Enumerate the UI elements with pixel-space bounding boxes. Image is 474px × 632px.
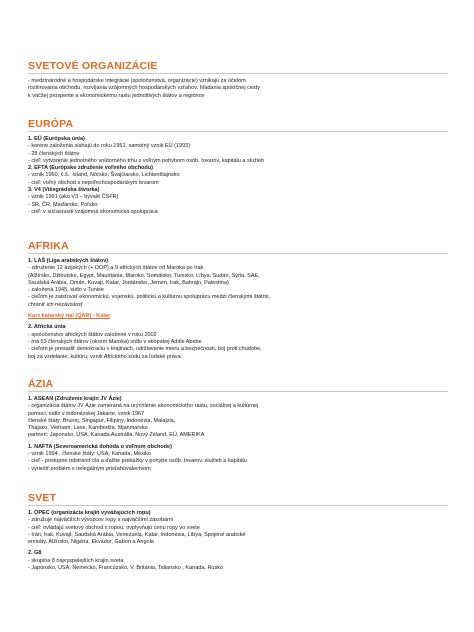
subheading: 1. EÚ (Európska únia) <box>28 136 85 142</box>
subheading: 2. Africká únia <box>28 324 66 331</box>
text-line: - cieľ - postupne odstrániť clá a ďalšie prekážky v pohybe osôb, tovarov, služieb a kapitálu <box>28 458 247 465</box>
section-title: ÁZIA <box>28 378 54 390</box>
text-line: - Irán, Irak, Kuvajt, Saudská Arábia, Venezuela, Katar, Indonézia, Líbya, Spojené arabské <box>28 531 246 538</box>
text-line: - vznik 1960, č.š.: Island, Nórsko, Švajčiarsko, Lichtenštajnsko <box>28 172 180 179</box>
divider <box>28 73 448 74</box>
text-line: - združuje najväčších vývozcov ropy s najväčšími zásobami <box>28 517 173 524</box>
text-line: boj za vzdelanie, kultúru, vznik Afrického súdu za ľudské práva <box>28 353 181 360</box>
section-title: SVET <box>28 492 57 504</box>
subheading: 3. V4 (Višegrádska štvorka) <box>28 187 100 194</box>
text-line: chrániť ich nezávislosť <box>28 301 83 308</box>
text-line: členské štáty: Brunej, Singapur, Filipíny, Indonézia, Malajzia, <box>28 417 176 424</box>
text-line: - skupina 8 najvyspelejších krajín sveta <box>28 557 124 564</box>
text-line: - má 53 členských štátov (okrem Maroka) sídlo v etiópskej Addis Abebe <box>28 338 202 345</box>
text-line: - 28 členských štátov <box>28 150 80 157</box>
text-line: - organizácia štátov JV Ázie zameraná na urýchlenie ekonomického rastu, sociálnej a kultúrnej <box>28 403 259 410</box>
subheading: 2. EFTA (Európske združenie voľného obchodu) <box>28 165 153 172</box>
text-line: - vznik 1991 (ako V3 – bývalé ČSFR) <box>28 194 119 201</box>
text-line: - cieľ: vytvorenie jednotného vnútorného trhu s voľným pohybom osôb, tovarov, kapitálu a služieb <box>28 157 265 164</box>
text-line: - založená 1945, sídlo v Tunise <box>28 287 104 294</box>
text-line: - SR, ČR, Maďarsko, Poľsko <box>28 201 98 208</box>
text-line: - cieľ: v súčasnosti vzájomná ekonomická spolupráca <box>28 208 158 215</box>
section-title: EURÓPA <box>28 118 74 130</box>
text-line: - Japonsko, USA, Nemecko, Francúzsko, V. Británia, Taliansko , Kanada, Rusko <box>28 565 224 572</box>
text-line: - medzinárodné a hospodárske integrácie (spoločenstvá, organizácie) vznikajú za účelom <box>28 78 246 84</box>
section-svet <box>28 492 448 572</box>
subheading: 1. ASEAN (Združenie krajín JV Ázie) <box>28 396 122 402</box>
text-line: rozširovania obchodu, rozvíjania vzájomných hospodárskych vzťahov, hľadania spoločnej cesty <box>28 85 260 92</box>
currency-link[interactable]: Kurz katarský rial (QAR) - Katar <box>28 313 111 320</box>
text-line: - cieľ: ovládajú svetový obchod s ropou, ovplyvňujú cenu ropy vo svete <box>28 524 200 531</box>
text-line: - vyriešiť problém s nelegálnym prisťahovalectvom <box>28 465 151 472</box>
text-line: Saudská Arábia, Omán, Kuvajt, Katar, Jordánsko, Jemen, Irak, Bahrajn, Palestína) <box>28 279 229 286</box>
divider <box>28 391 448 392</box>
text-line: - cieľom je presadiť demokraciu v krajinách, udržiavanie mieru a bezpečnosti, boj proti chudobe, <box>28 346 262 353</box>
section-title: SVETOVÉ ORGANIZÁCIE <box>28 60 158 72</box>
text-line: partneri: Japonsko, USA, Kanada Austrália, Nový Zéland, EÚ, AMERIKA <box>28 432 205 439</box>
section-afrika <box>28 240 448 361</box>
subheading: 1. NAFTA (Severoamerická dohoda o voľnom obchode) <box>28 443 172 450</box>
subheading: 1. LAŠ (Liga arabských štátov) <box>28 258 109 264</box>
subheading: 2. G8 <box>28 550 42 557</box>
text-line: - cieľom je zaisťovať ekonomickú, vojenskú, politickú a kultúrnu spoluprácu medzi členskými štátmi, <box>28 294 271 301</box>
text-line: - korene založenia siahajú do roku 1951, samotný vznik EÚ (1993) <box>28 143 191 150</box>
text-line: emiráty, Alžírsko, Nigéria, Ekvádor, Gabon a Angola <box>28 539 154 546</box>
section-svetove <box>28 60 448 100</box>
text-line: - vznik 1994 , členské štáty: USA, Kanada, Mexiko <box>28 451 151 458</box>
text-line: pomoci, sídlo v indonézskej Jakarte, vznik 1967 <box>28 410 145 417</box>
divider <box>28 131 448 132</box>
section-europa <box>28 118 448 216</box>
section-title: AFRIKA <box>28 240 69 252</box>
text-line: (Alžírsko, Džibutsko, Egypt, Mauritánia, Maroko, Somálsko, Tunisko, Líbya, Sudán, Sýria, SAE, <box>28 272 260 279</box>
divider <box>28 505 448 506</box>
text-line: Thajsko, Vietnam, Laos, Kambodža, Mjanmarsko <box>28 425 148 432</box>
text-line: - spoločenstvo afrických štátov založené v roku 2002 <box>28 331 157 338</box>
subheading: 1. OPEC (organizácia krajín vyvážajúcich ropu) <box>28 510 151 516</box>
divider <box>28 253 448 254</box>
section-azia <box>28 378 448 473</box>
text-line: - združenie 12 ázijských (+ OOP) a 9 afrických štátov od Maroka po Irak <box>28 265 204 272</box>
text-line: k väčšej prosperite a ekonomickému rastu jednotlivých štátov a regiónov <box>28 92 205 99</box>
text-line: - cieľ: voľný obchod s nepoľnohospodárskym tovarom <box>28 179 159 186</box>
